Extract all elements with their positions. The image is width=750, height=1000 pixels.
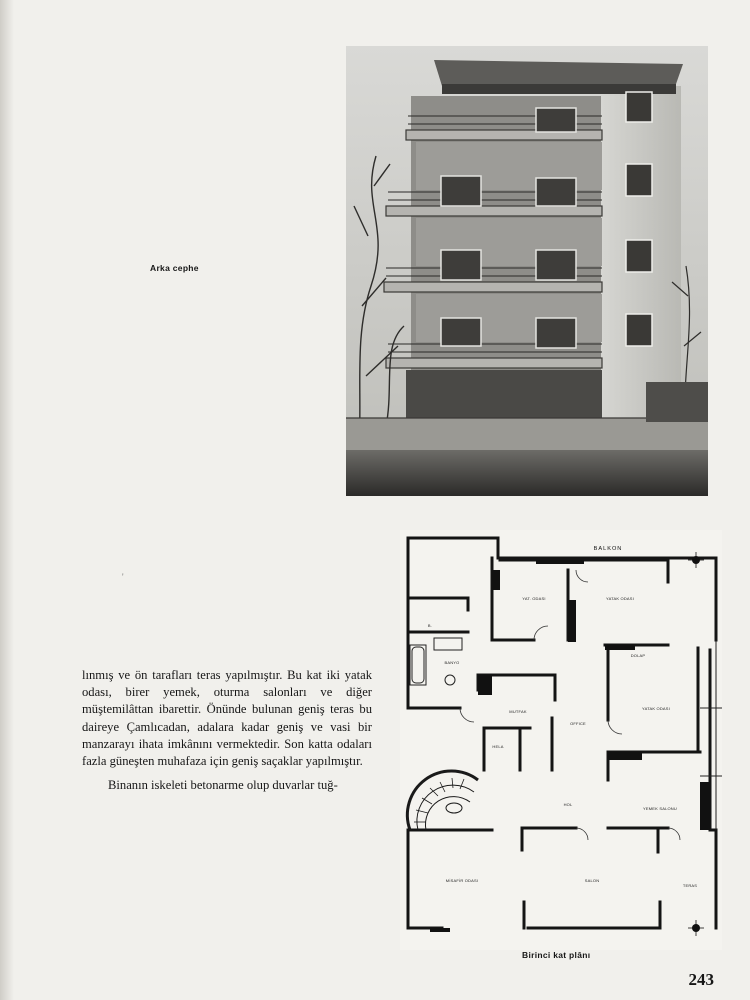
plan-label-dining: YEMEK SALONU bbox=[643, 806, 677, 811]
plan-label-hela: HELA bbox=[492, 744, 504, 749]
paragraph-2: Binanın iskeleti betonarme olup duvarlar tuğ- bbox=[108, 778, 338, 793]
plan-label-bedroom-2: YATAK ODASI bbox=[606, 596, 634, 601]
plan-label-bedroom-3: YATAK ODASI bbox=[642, 706, 670, 711]
article-body bbox=[82, 667, 372, 794]
plan-label-balcony: BALKON bbox=[593, 546, 623, 552]
rear-facade-photo bbox=[346, 46, 708, 496]
plan-label-mutfak: MUTFAK bbox=[509, 709, 527, 714]
first-floor-plan bbox=[400, 530, 722, 950]
plan-label-bath: B. bbox=[427, 623, 433, 628]
plan-label-terrace: TERAS bbox=[682, 883, 698, 888]
page-binding-shadow bbox=[0, 0, 14, 1000]
plan-label-bath-2: BANYO bbox=[444, 660, 460, 665]
paragraph-1: lınmış ve ön tarafları teras yapılmıştır. Bu kat iki yatak odası, birer yemek, oturma salonları ve diğer müştemilâttan ibarettir. Önünde bulunan geniş teras bu daireye Çamlıcadan, adalara kadar geniş ve vasi bir manzarayı ihata imkânını vermektedir. Son katta odaları fazla güneşten muhafaza için geniş saçaklar yapılmıştır. bbox=[82, 668, 372, 769]
stray-mark: ' bbox=[122, 572, 124, 582]
plan-label-hol: HOL bbox=[563, 802, 573, 807]
plan-label-dolap: DOLAP bbox=[630, 653, 646, 658]
plan-label-office: OFFICE bbox=[570, 721, 586, 726]
photo-caption: Arka cephe bbox=[150, 263, 199, 273]
plan-caption: Birinci kat plânı bbox=[522, 950, 591, 960]
plan-label-salon: SALON bbox=[584, 878, 600, 883]
plan-label-guest-room: MİSAFİR ODASI bbox=[445, 878, 479, 883]
page-number: 243 bbox=[688, 970, 714, 989]
plan-label-bedroom-1: YAT. ODASI bbox=[522, 596, 546, 601]
